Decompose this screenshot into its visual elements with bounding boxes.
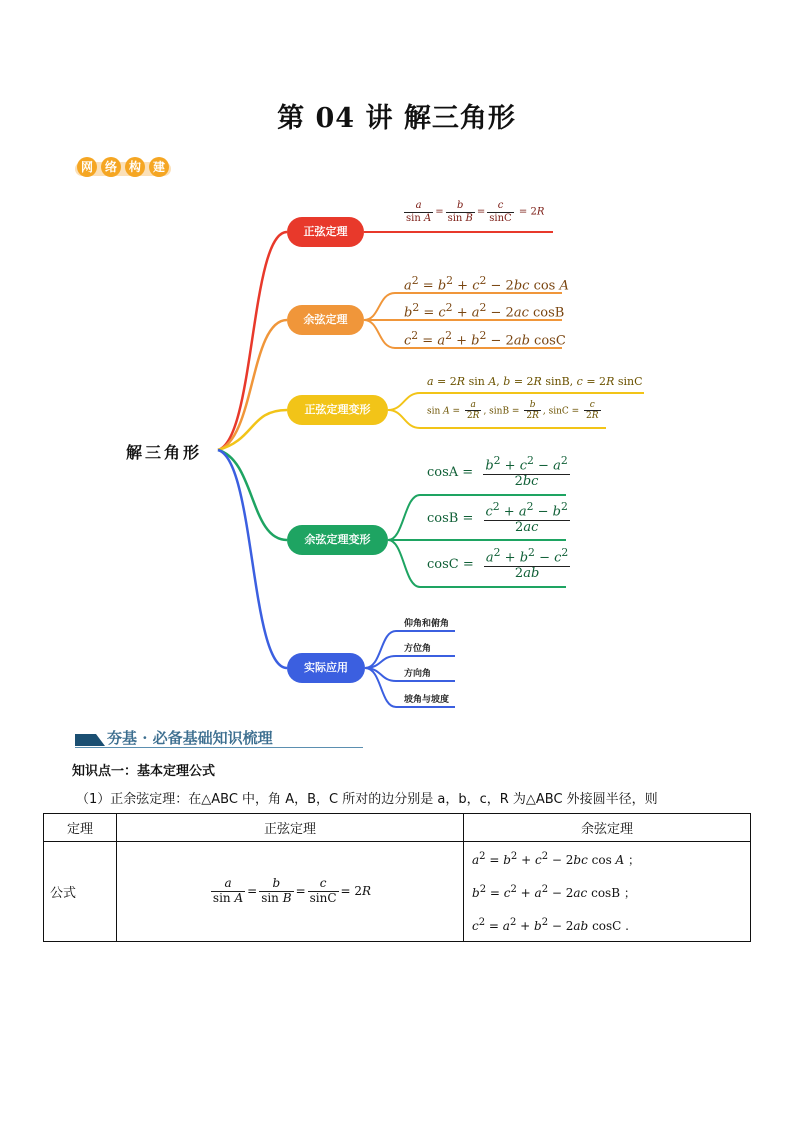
- intro-paragraph: （1）正余弦定理：在△ABC 中，角 A，B，C 所对的边分别是 a，b，c，R 为△ABC 外接圆半径，则: [76, 792, 658, 807]
- table-cosine-c: $c^2 = a^2 + b^2 - 2ab$ cosC .: [472, 917, 629, 933]
- sine-variant-angles: sin A = $\frac{a}{2R}$ , sinB = $\frac{b}{2R}$ , sinC = $\frac{c}{2R}$: [427, 400, 599, 422]
- application-leaf: 方位角: [404, 644, 432, 654]
- cosine-law-b: $b^2 = c^2 + a^2 - 2ac$ cosB: [404, 301, 565, 321]
- application-leaf: 仰角和俯角: [404, 619, 450, 629]
- branch-node-cosine-law: 余弦定理: [287, 305, 364, 335]
- page-title: 第 04 讲 解三角形: [277, 103, 516, 134]
- table-header-cell: 定理: [44, 814, 117, 842]
- table-cosine-b: $b^2 = c^2 + a^2 - 2ac$ cosB ；: [472, 884, 636, 900]
- section-heading-underline: [75, 747, 363, 748]
- table-cosine-a: $a^2 = b^2 + c^2 - 2bc$ cos A ；: [472, 851, 641, 867]
- badge-char: 网: [77, 157, 97, 177]
- cos-a-variant: cosA = $\frac{b^2 + c^2 - a^2}{2bc}$: [427, 454, 568, 490]
- sine-variant-edges: a = 2R sin A, b = 2R sinB, c = 2R sinC: [427, 375, 643, 388]
- branch-node-sine-law: 正弦定理: [287, 217, 364, 247]
- cosine-law-c: $c^2 = a^2 + b^2 - 2ab$ cosC: [404, 329, 566, 349]
- branch-node-sine-variant: 正弦定理变形: [287, 395, 388, 425]
- branch-node-cosine-variant: 余弦定理变形: [287, 525, 388, 555]
- sine-law-formula: $\frac{a}{\text{sin A}}$ = $\frac{b}{\text{sin B}}$ = $\frac{c}{\sin C}$ = 2R: [406, 200, 545, 224]
- section-heading-bar: [75, 734, 105, 746]
- table-row: [44, 842, 751, 942]
- root-node: 解三角形: [126, 443, 203, 462]
- cosine-law-a: $a^2 = b^2 + c^2 - 2bc$ cos A: [404, 274, 569, 294]
- table-cosine-formulas: [464, 842, 751, 942]
- badge-char: 络: [101, 157, 121, 177]
- table-header-row: [44, 814, 751, 842]
- table-header-cell: 余弦定理: [464, 814, 751, 842]
- branch-node-application: 实际应用: [287, 653, 365, 683]
- badge-char: 建: [149, 157, 169, 177]
- table-sine-formula: $\frac{a}{\text{sin A}}$ = $\frac{b}{\text{sin B}}$ = $\frac{c}{\sin C}$ = 2R: [117, 842, 464, 942]
- application-leaf: 方向角: [404, 669, 432, 679]
- table-header-cell: 正弦定理: [117, 814, 464, 842]
- formula-table: [43, 813, 751, 942]
- section-heading: [75, 727, 363, 749]
- application-leaf: 坡角与坡度: [404, 695, 450, 705]
- section-heading-text: 夯基 · 必备基础知识梳理: [107, 729, 273, 747]
- table-row-label: 公式: [44, 842, 117, 942]
- cos-c-variant: cosC = $\frac{a^2 + b^2 - c^2}{2ab}$: [427, 546, 569, 582]
- badge-char: 构: [125, 157, 145, 177]
- knowledge-point-heading: 知识点一：基本定理公式: [72, 764, 216, 779]
- cos-b-variant: cosB = $\frac{c^2 + a^2 - b^2}{2ac}$: [427, 500, 568, 536]
